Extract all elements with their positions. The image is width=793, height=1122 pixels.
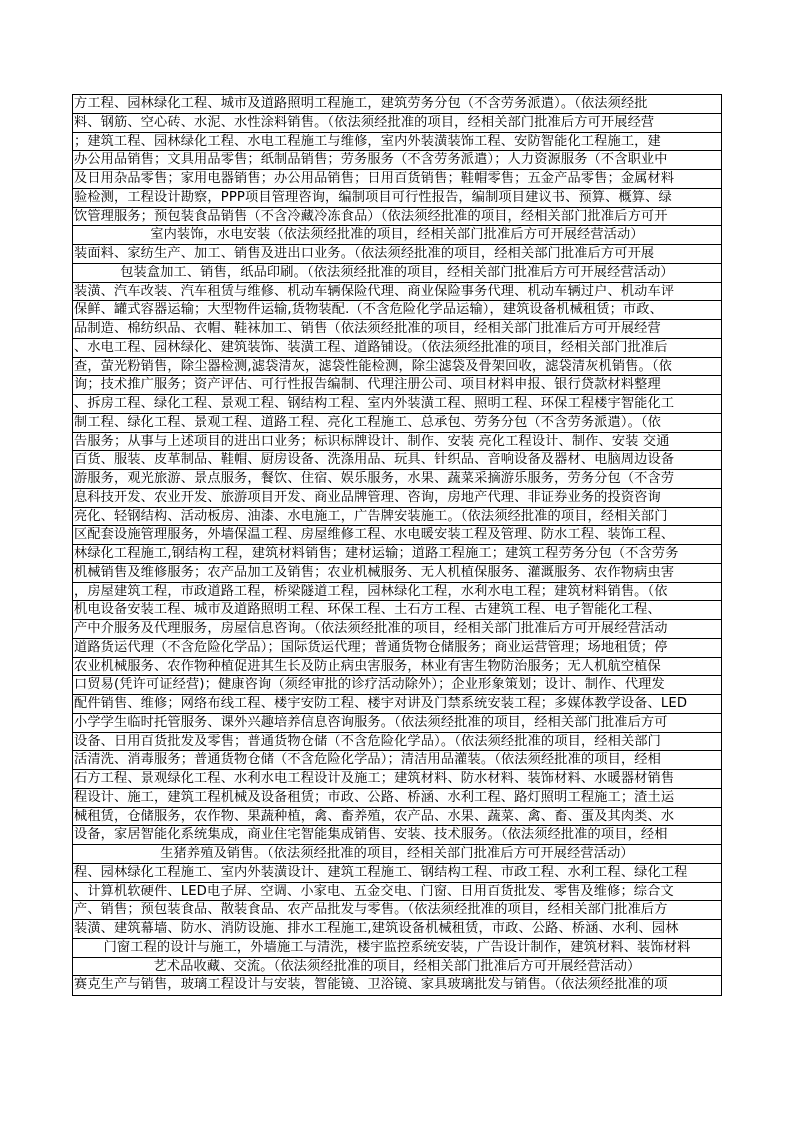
table-row: 告服务；从事与上述项目的进出口业务；标识标牌设计、制作、安装 亮化工程设计、制作、安装 交通 <box>73 433 721 452</box>
table-row: 装面料、家纺生产、加工、销售及进出口业务。（依法须经批准的项目，经相关部门批准后方可开展 <box>73 245 721 264</box>
table-row: 机电设备安装工程、城市及道路照明工程、环保工程、土石方工程、古建筑工程、电子智能化工程、 <box>73 601 721 620</box>
table-row: 林绿化工程施工,钢结构工程，建筑材料销售；建材运输；道路工程施工；建筑工程劳务分包（不含劳务 <box>73 545 721 564</box>
table-row: 道路货运代理（不含危险化学品）；国际货运代理；普通货物仓储服务；商业运营管理；场地租赁；停 <box>73 639 721 658</box>
table-row: 活清洗、消毒服务；普通货物仓储（不含危险化学品）；清洁用品灌装。（依法须经批准的项目，经相 <box>73 751 721 770</box>
table-row: 制工程、绿化工程、景观工程、道路工程、亮化工程施工、总承包、劳务分包（不含劳务派遣）。（依 <box>73 414 721 433</box>
table-row: 包装盒加工、销售，纸品印刷。（依法须经批准的项目，经相关部门批准后方可开展经营活动） <box>73 264 721 283</box>
table-row: 、拆房工程、绿化工程、景观工程、钢结构工程、室内外装潢工程、照明工程、环保工程楼宇智能化工 <box>73 395 721 414</box>
table-row: 亮化、轻钢结构、活动板房、油漆、水电施工，广告牌安装施工。（依法须经批准的项目，经相关部门 <box>73 508 721 527</box>
table-row: 、水电工程、园林绿化、建筑装饰、装潢工程、道路铺设。（依法须经批准的项目，经相关部门批准后 <box>73 339 721 358</box>
table-row: 设备，家居智能化系统集成，商业住宅智能集成销售、安装、技术服务。（依法须经批准的项目，经相 <box>73 826 721 845</box>
table-row: 查，萤光粉销售，除尘器检测,滤袋清灰，滤袋性能检测，除尘滤袋及骨架回收，滤袋清灰机销售。（依 <box>73 358 721 377</box>
table-row: 产、销售；预包装食品、散装食品、农产品批发与零售。（依法须经批准的项目，经相关部门批准后方 <box>73 901 721 920</box>
table-row: 门窗工程的设计与施工，外墙施工与清洗，楼宇监控系统安装，广告设计制作，建筑材料、装饰材料 <box>73 939 721 958</box>
table-row: 石方工程、景观绿化工程、水利水电工程设计及施工；建筑材料、防水材料、装饰材料、水暖器材销售 <box>73 770 721 789</box>
table-row: ；建筑工程、园林绿化工程、水电工程施工与维修，室内外装潢装饰工程、安防智能化工程施工，建 <box>73 133 721 152</box>
table-row: 办公用品销售；文具用品零售；纸制品销售；劳务服务（不含劳务派遣）；人力资源服务（不含职业中 <box>73 151 721 170</box>
table-row: 口贸易(凭许可证经营)；健康咨询（须经审批的诊疗活动除外）；企业形象策划；设计、制作、代理发 <box>73 676 721 695</box>
table-row: ，房屋建筑工程，市政道路工程，桥梁隧道工程，园林绿化工程，水利水电工程；建筑材料销售。（依 <box>73 583 721 602</box>
table-row: 生猪养殖及销售。（依法须经批准的项目，经相关部门批准后方可开展经营活动） <box>73 845 721 864</box>
table-row: 百货、服装、皮革制品、鞋帽、厨房设备、洗涤用品、玩具、针织品、音响设备及器材、电脑周边设备 <box>73 451 721 470</box>
table-row: 保鲜、罐式容器运输；大型物件运输,货物装配.（不含危险化学品运输），建筑设备机械租赁；市政、 <box>73 301 721 320</box>
table-row: 装潢、建筑幕墙、防水、消防设施、排水工程施工,建筑设备机械租赁，市政、公路、桥涵、水利、园林 <box>73 920 721 939</box>
table-row: 区配套设施管理服务，外墙保温工程、房屋维修工程、水电暖安装工程及管理、防水工程、装饰工程、 <box>73 526 721 545</box>
table-row: 艺术品收藏、交流。（依法须经批准的项目，经相关部门批准后方可开展经营活动） <box>73 958 721 977</box>
table-row: 饮管理服务；预包装食品销售（不含冷藏冷冻食品）（依法须经批准的项目，经相关部门批准后方可开 <box>73 208 721 227</box>
table-row: 方工程、园林绿化工程、城市及道路照明工程施工，建筑劳务分包（不含劳务派遣）。（依法须经批 <box>73 95 721 114</box>
table-row: 料、钢筋、空心砖、水泥、水性涂料销售。（依法须经批准的项目，经相关部门批准后方可开展经营 <box>73 114 721 133</box>
business-scope-table <box>72 94 722 996</box>
table-row: 及日用杂品零售；家用电器销售；办公用品销售；日用百货销售；鞋帽零售；五金产品零售；金属材料 <box>73 170 721 189</box>
table-row: 小学学生临时托管服务、课外兴趣培养信息咨询服务。（依法须经批准的项目，经相关部门批准后方可 <box>73 714 721 733</box>
table-row: 室内装饰，水电安装（依法须经批准的项目，经相关部门批准后方可开展经营活动） <box>73 226 721 245</box>
table-row: 品制造、棉纺织品、衣帽、鞋袜加工、销售（依法须经批准的项目，经相关部门批准后方可开展经营 <box>73 320 721 339</box>
table-row: 息科技开发、农业开发、旅游项目开发、商业品牌管理、咨询，房地产代理、非证券业务的投资咨询 <box>73 489 721 508</box>
table-row: 机械销售及维修服务；农产品加工及销售；农业机械服务、无人机植保服务、灌溉服务、农作物病虫害 <box>73 564 721 583</box>
table-row: 械租赁，仓储服务，农作物、果蔬种植，禽、畜养殖，农产品、水果、蔬菜、禽、畜、蛋及其肉类、水 <box>73 808 721 827</box>
table-row: 程、园林绿化工程施工、室内外装潢设计、建筑工程施工、钢结构工程、市政工程、水利工程、绿化工程 <box>73 864 721 883</box>
table-row: 程设计、施工，建筑工程机械及设备租赁；市政、公路、桥涵、水利工程、路灯照明工程施工；渣土运 <box>73 789 721 808</box>
table-row: 设备、日用百货批发及零售；普通货物仓储（不含危险化学品）。（依法须经批准的项目，经相关部门 <box>73 733 721 752</box>
table-row: 产中介服务及代理服务，房屋信息咨询。（依法须经批准的项目，经相关部门批准后方可开展经营活动 <box>73 620 721 639</box>
table-row: 赛克生产与销售，玻璃工程设计与安装，智能镜、卫浴镜、家具玻璃批发与销售。（依法须经批准的项 <box>74 977 668 993</box>
table-row: 农业机械服务、农作物种植促进其生长及防止病虫害服务，林业有害生物防治服务；无人机航空植保 <box>73 658 721 677</box>
table-row: 、计算机软硬件、LED电子屏、空调、小家电、五金交电、门窗、日用百货批发、零售及维修；综合文 <box>73 883 721 902</box>
table-row: 游服务，观光旅游、景点服务，餐饮、住宿、娱乐服务，水果、蔬菜采摘游乐服务，劳务分包（不含劳 <box>73 470 721 489</box>
table-row: 装潢、汽车改装、汽车租赁与维修、机动车辆保险代理、商业保险事务代理、机动车辆过户、机动车评 <box>73 283 721 302</box>
table-row: 配件销售、维修；网络布线工程、楼宇安防工程、楼宇对讲及门禁系统安装工程；多媒体教学设备、LED <box>73 695 721 714</box>
table-row: 验检测，工程设计勘察，PPP项目管理咨询，编制项目可行性报告，编制项目建议书、预算、概算、绿 <box>73 189 721 208</box>
table-row: 询；技术推广服务；资产评估、可行性报告编制、代理注册公司、项目材料申报、银行贷款材料整理 <box>73 376 721 395</box>
